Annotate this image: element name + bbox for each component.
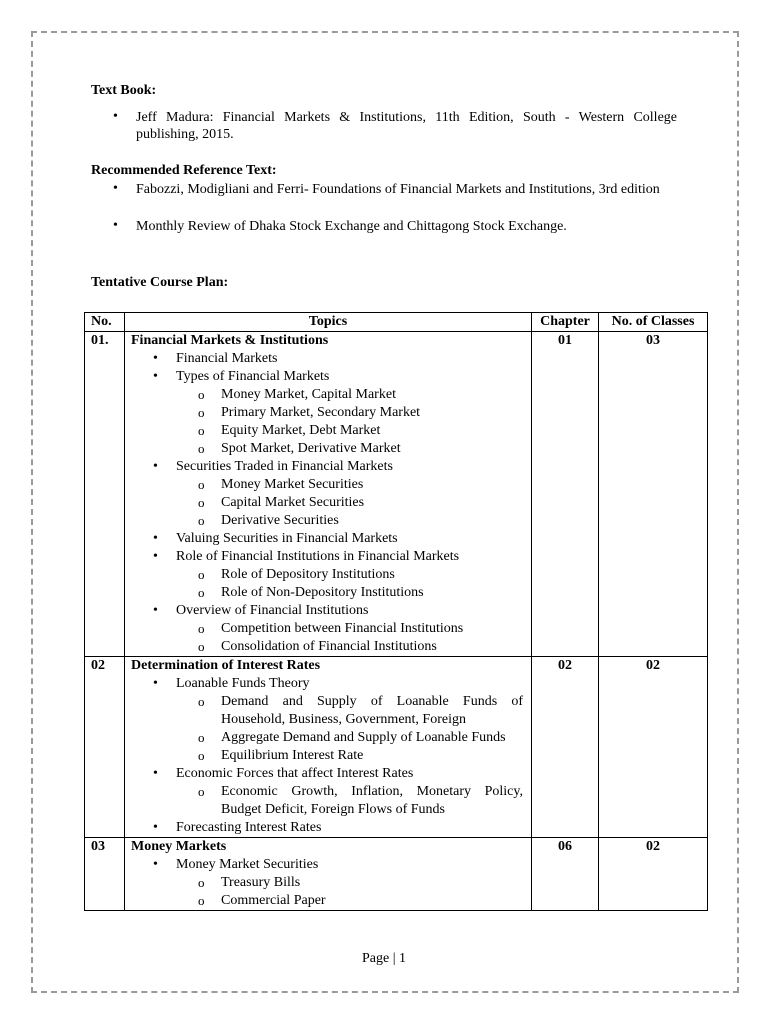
subtopic-item	[176, 874, 531, 892]
subtopic-item-text: Commercial Paper	[221, 893, 326, 908]
bullet-icon: •	[153, 459, 158, 474]
subtopic-item-text: Spot Market, Derivative Market	[221, 441, 401, 456]
circle-bullet-icon: o	[198, 441, 205, 456]
bullet-icon: •	[153, 857, 158, 872]
circle-bullet-icon: o	[198, 405, 205, 420]
subtopic-item-text: Primary Market, Secondary Market	[221, 405, 421, 420]
subtopic-item-text: Equity Market, Debt Market	[221, 423, 381, 438]
circle-bullet-icon: o	[198, 423, 205, 438]
reference-item: Monthly Review of Dhaka Stock Exchange and Chittagong Stock Exchange.	[136, 219, 567, 234]
topic-item	[125, 602, 531, 656]
circle-bullet-icon: o	[198, 513, 205, 528]
col-header-no: No.	[85, 313, 125, 332]
row-chapter: 01	[532, 332, 599, 657]
subtopic-item-text: Treasury Bills	[221, 875, 301, 890]
subtopic-item	[176, 494, 531, 512]
row-classes: 03	[599, 332, 708, 657]
subtopic-item-text: Capital Market Securities	[221, 495, 365, 510]
subtopic-item-text: Consolidation of Financial Institutions	[221, 639, 437, 654]
circle-bullet-icon: o	[198, 875, 205, 890]
topic-item	[125, 765, 531, 819]
subtopic-item-text: Derivative Securities	[221, 513, 339, 528]
circle-bullet-icon: o	[198, 585, 205, 600]
topic-title: Financial Markets & Institutions	[131, 333, 329, 348]
circle-bullet-icon: o	[198, 639, 205, 654]
topic-item	[125, 856, 531, 910]
circle-bullet-icon: o	[198, 477, 205, 492]
reference-heading: Recommended Reference Text:	[91, 163, 277, 178]
col-header-classes: No. of Classes	[599, 313, 708, 332]
topic-title: Determination of Interest Rates	[131, 658, 321, 673]
bullet-icon: •	[153, 369, 158, 384]
subtopic-item	[176, 476, 531, 494]
circle-bullet-icon: o	[198, 784, 205, 799]
bullet-icon: •	[153, 549, 158, 564]
subtopic-item-text: Equilibrium Interest Rate	[221, 748, 364, 763]
reference-item: Fabozzi, Modigliani and Ferri- Foundations of Financial Markets and Institutions, 3rd edition	[136, 182, 660, 197]
topic-item-text: Role of Financial Institutions in Financial Markets	[176, 549, 460, 564]
subtopic-item	[176, 404, 531, 422]
subtopic-item	[176, 512, 531, 530]
textbook-heading: Text Book:	[91, 83, 157, 98]
subtopic-item	[176, 422, 531, 440]
subtopic-item-text: Aggregate Demand and Supply of Loanable Funds	[221, 730, 506, 745]
row-classes: 02	[599, 838, 708, 911]
bullet-icon: •	[153, 676, 158, 691]
subtopic-item	[176, 584, 531, 602]
topic-item-text: Forecasting Interest Rates	[176, 820, 322, 835]
page-number: Page | 1	[361, 951, 407, 966]
bullet-icon: •	[113, 218, 118, 233]
bullet-icon: •	[153, 351, 158, 366]
textbook-item: Jeff Madura: Financial Markets & Institutions, 11th Edition, South - Western College publishing, 2015.	[136, 110, 677, 142]
subtopic-item	[176, 892, 531, 910]
row-topics	[125, 657, 532, 838]
subtopic-item	[176, 747, 531, 765]
bullet-icon: •	[113, 181, 118, 196]
topic-item	[125, 548, 531, 602]
subtopic-item	[176, 620, 531, 638]
row-classes: 02	[599, 657, 708, 838]
plan-heading: Tentative Course Plan:	[91, 275, 229, 290]
topic-item	[125, 530, 531, 548]
circle-bullet-icon: o	[198, 893, 205, 908]
subtopic-item	[176, 783, 531, 819]
subtopic-item-text: Competition between Financial Institutions	[221, 621, 464, 636]
row-number: 01.	[85, 332, 125, 657]
row-topics	[125, 838, 532, 911]
bullet-icon: •	[153, 603, 158, 618]
subtopic-item-text: Money Market, Capital Market	[221, 387, 396, 402]
row-chapter: 02	[532, 657, 599, 838]
subtopic-item	[176, 638, 531, 656]
table-header-row	[85, 313, 708, 332]
subtopic-item	[176, 693, 531, 729]
topic-item-text: Money Market Securities	[176, 857, 319, 872]
course-plan-table	[84, 312, 708, 911]
row-chapter: 06	[532, 838, 599, 911]
circle-bullet-icon: o	[198, 730, 205, 745]
subtopic-item-text: Demand and Supply of Loanable Funds of Household, Business, Government, Foreign	[221, 694, 523, 727]
subtopic-item-text: Role of Depository Institutions	[221, 567, 395, 582]
subtopic-item	[176, 440, 531, 458]
row-number: 02	[85, 657, 125, 838]
table-row	[85, 657, 708, 838]
subtopic-item-text: Economic Growth, Inflation, Monetary Policy, Budget Deficit, Foreign Flows of Funds	[221, 784, 523, 817]
subtopic-item	[176, 386, 531, 404]
topic-item-text: Securities Traded in Financial Markets	[176, 459, 393, 474]
topic-item-text: Overview of Financial Institutions	[176, 603, 369, 618]
circle-bullet-icon: o	[198, 694, 205, 709]
subtopic-item-text: Money Market Securities	[221, 477, 364, 492]
bullet-icon: •	[153, 531, 158, 546]
row-number: 03	[85, 838, 125, 911]
col-header-topics: Topics	[125, 313, 532, 332]
circle-bullet-icon: o	[198, 495, 205, 510]
col-header-chapter: Chapter	[532, 313, 599, 332]
bullet-icon: •	[153, 766, 158, 781]
topic-item	[125, 350, 531, 368]
circle-bullet-icon: o	[198, 621, 205, 636]
topic-item-text: Financial Markets	[176, 351, 278, 366]
topic-item	[125, 819, 531, 837]
topic-item-text: Types of Financial Markets	[176, 369, 330, 384]
topic-item	[125, 458, 531, 530]
bullet-icon: •	[113, 109, 118, 124]
circle-bullet-icon: o	[198, 387, 205, 402]
topic-item	[125, 368, 531, 458]
topic-title: Money Markets	[131, 839, 227, 854]
topic-item-text: Loanable Funds Theory	[176, 676, 310, 691]
subtopic-item-text: Role of Non-Depository Institutions	[221, 585, 424, 600]
subtopic-item	[176, 729, 531, 747]
topic-item	[125, 675, 531, 765]
circle-bullet-icon: o	[198, 567, 205, 582]
bullet-icon: •	[153, 820, 158, 835]
topic-item-text: Valuing Securities in Financial Markets	[176, 531, 398, 546]
table-row	[85, 332, 708, 657]
row-topics	[125, 332, 532, 657]
circle-bullet-icon: o	[198, 748, 205, 763]
subtopic-item	[176, 566, 531, 584]
topic-item-text: Economic Forces that affect Interest Rates	[176, 766, 414, 781]
table-row	[85, 838, 708, 911]
